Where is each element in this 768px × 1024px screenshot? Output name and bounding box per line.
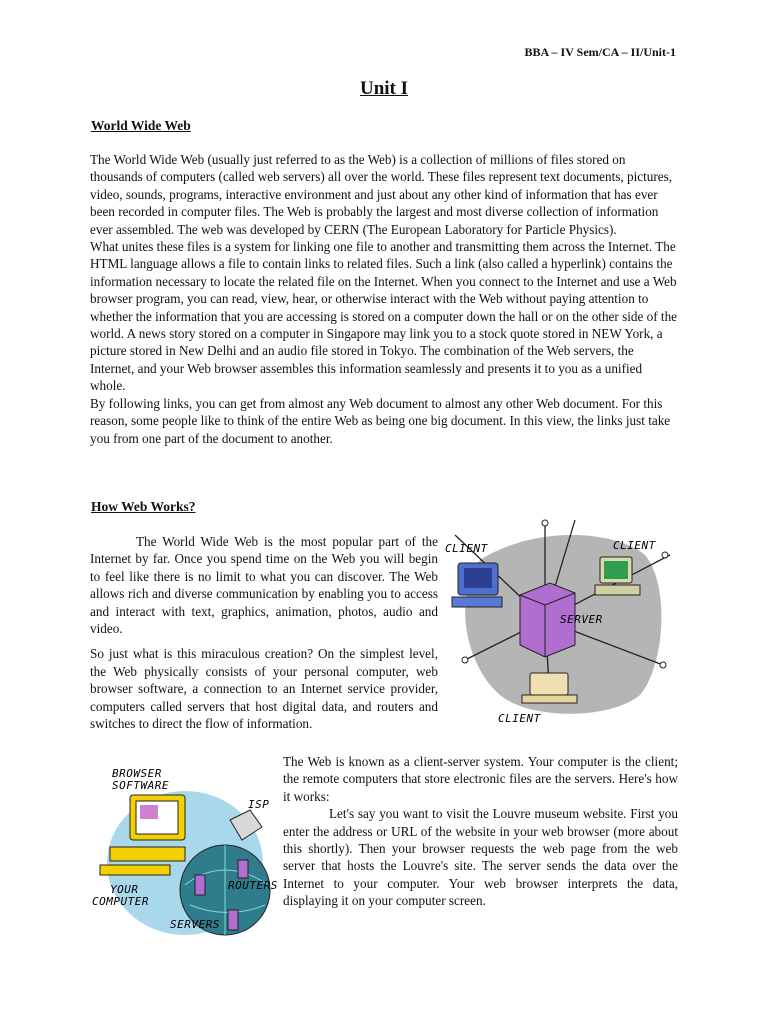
servers-label: SERVERS: [170, 918, 220, 931]
software-label: SOFTWARE: [112, 779, 169, 792]
paragraph: The World Wide Web is the most popular part of the Internet by far. Once you spend time on the Web you will begin to feel like there is no limit to what you can discover. The Web allows rich and diverse communication by enabling you to access and interact with text, graphics, animation, photos, audio and video.: [90, 534, 438, 637]
page-header: BBA – IV Sem/CA – II/Unit-1: [524, 45, 676, 59]
section-heading-how-web-works: How Web Works?: [91, 499, 196, 514]
paragraph: The Web is known as a client-server system. Your computer is the client; the remote computers that store electronic files are the servers. Here's how it works:: [283, 754, 678, 804]
web-components-diagram: [90, 765, 280, 940]
paragraph: So just what is this miraculous creation? On the simplest level, the Web physically consists of your personal computer, web browser software, a connection to an Internet service provider, computers called servers that host digital data, and routers and switches to direct the flow of information.: [90, 646, 438, 732]
client-server-diagram: [440, 515, 680, 730]
browser-label: BROWSER: [112, 767, 162, 780]
client-label: CLIENT: [445, 542, 488, 555]
client-label: CLIENT: [498, 712, 541, 725]
routers-label: ROUTERS: [228, 879, 278, 892]
paragraph: Let's say you want to visit the Louvre museum website. First you enter the address or URL of the website in your web browser (more about this shortly). Then your browser requests the web page from the web server that hosts the Louvre's site. The server sends the data over the Internet to your computer. Your web browser interprets the data, displaying it on your computer screen.: [283, 806, 678, 909]
isp-label: ISP: [248, 798, 270, 811]
section-www-body: [90, 151, 678, 447]
page-title: Unit I: [359, 78, 409, 99]
how-web-works-right-column: [283, 753, 678, 910]
client-computer-icon: [452, 563, 502, 607]
paragraph: What unites these files is a system for linking one file to another and transmitting them across the Internet. The HTML language allows a file to contain links to related files. Such a link (also called a hyperlink) contains the information necessary to locate the related file on the Internet. When you connect to the Internet and use a Web browser program, you can read, view, hear, or otherwise interact with the Web without paying attention to whether the information that you are accessing is stored on a computer down the hall or on the other side of the world. A news story stored on a computer in Singapore may link you to a stock quote stored in NEW York, a picture stored in New Delhi and an audio file stored in Tokyo. The combination of the Web servers, the Internet, and your Web browser assembles this information seamlessly and presents it to you as a unified whole.: [90, 239, 678, 394]
your-computer-label: YOUR: [110, 883, 139, 896]
paragraph: By following links, you can get from almost any Web document to almost any other Web document. For this reason, some people like to think of the entire Web as being one big document. In this view, the links just take you from one part of the document to another.: [90, 395, 671, 446]
server-label: SERVER: [560, 613, 603, 626]
section-heading-www: World Wide Web: [91, 118, 191, 133]
how-web-works-left-column: [90, 533, 438, 732]
client-label: CLIENT: [613, 539, 656, 552]
paragraph: The World Wide Web (usually just referred to as the Web) is a collection of millions of files stored on thousands of computers (called web servers) all over the world. These files represent text documents, pictures, video, sounds, programs, interactive environment and just about any other kind of information that has ever been recorded in computer files. The Web is probably the largest and most diverse collection of information ever assembled. The web was developed by CERN (The European Laboratory for Particle Physics).: [90, 152, 673, 237]
your-computer-label: COMPUTER: [92, 895, 149, 908]
